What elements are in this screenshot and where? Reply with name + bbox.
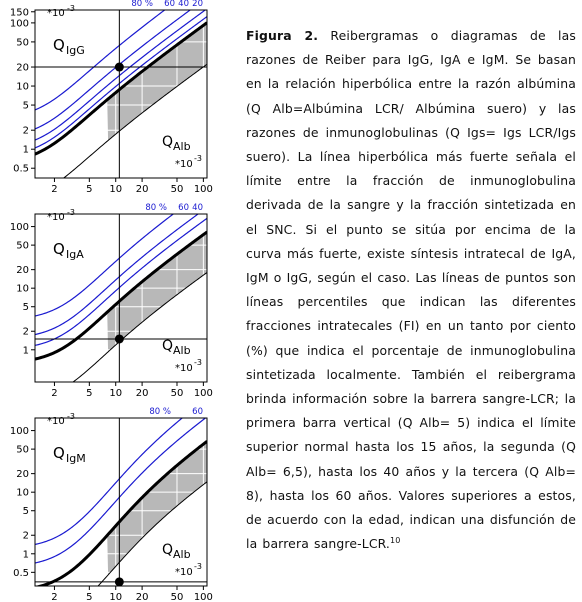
y-unit-exponent: -3 — [67, 412, 75, 421]
x-tick-label: 50 — [170, 184, 184, 195]
percentile-label: 20 — [192, 0, 203, 9]
chart-title-subscript: IgA — [66, 248, 84, 261]
percentile-label: 80 % — [145, 203, 167, 213]
y-tick-label: 2 — [22, 125, 29, 137]
y-unit-label: *10 — [47, 212, 65, 223]
x-tick-label: 10 — [109, 592, 123, 602]
y-tick-label: 100 — [9, 426, 29, 438]
chart-title-subscript: IgG — [66, 44, 85, 57]
percentile-label: 60 — [192, 407, 203, 417]
y-tick-label: 100 — [9, 18, 29, 30]
percentile-label: 80 % — [131, 0, 153, 9]
x-tick-label: 5 — [86, 184, 93, 195]
y-tick-label: 50 — [16, 37, 29, 49]
y-tick-label: 50 — [16, 444, 29, 456]
x-tick-label: 20 — [135, 388, 149, 399]
chart-title: Q — [53, 36, 65, 54]
x-tick-label: 5 — [86, 592, 93, 602]
x-tick-label: 5 — [86, 388, 93, 399]
y-tick-label: 2 — [22, 326, 29, 338]
figure-caption — [246, 24, 576, 556]
reibergram-figure — [0, 0, 240, 602]
patient-point — [115, 63, 124, 72]
x-tick-label: 10 — [109, 184, 123, 195]
y-tick-label: 10 — [16, 81, 29, 93]
x-unit-exponent: -3 — [194, 358, 202, 367]
x-unit-exponent: -3 — [194, 154, 202, 163]
y-tick-label: 150 — [9, 7, 29, 19]
y-tick-label: 10 — [16, 283, 29, 295]
x-unit-label: *10 — [175, 159, 193, 170]
patient-point — [115, 577, 124, 586]
percentile-label: 40 — [192, 203, 203, 213]
x-axis-label-subscript: Alb — [173, 140, 191, 153]
y-tick-label: 100 — [9, 222, 29, 234]
y-tick-label: 10 — [16, 487, 29, 499]
percentile-label: 40 — [178, 0, 189, 9]
x-axis-label: Q — [162, 542, 174, 558]
x-tick-label: 100 — [193, 592, 213, 602]
x-tick-label: 2 — [51, 388, 58, 399]
x-unit-label: *10 — [175, 567, 193, 578]
caption-label: Figura 2. — [246, 28, 319, 43]
x-unit-exponent: -3 — [194, 562, 202, 571]
caption-reference: 10 — [390, 536, 401, 546]
y-tick-label: 50 — [16, 240, 29, 252]
x-tick-label: 100 — [193, 388, 213, 399]
y-tick-label: 1 — [22, 549, 29, 561]
chart-title: Q — [53, 444, 65, 462]
reibergram-QIgG — [10, 0, 213, 196]
x-unit-label: *10 — [175, 363, 193, 374]
y-tick-label: 1 — [22, 345, 29, 357]
x-tick-label: 2 — [51, 184, 58, 195]
y-tick-label: 0.5 — [13, 163, 29, 175]
x-axis-label-subscript: Alb — [173, 548, 191, 561]
y-tick-label: 20 — [16, 265, 29, 277]
x-tick-label: 10 — [109, 388, 123, 399]
y-tick-label: 5 — [22, 506, 29, 518]
x-tick-label: 100 — [193, 184, 213, 195]
x-axis-label: Q — [162, 134, 174, 150]
x-tick-label: 50 — [170, 388, 184, 399]
y-unit-exponent: -3 — [67, 4, 75, 13]
chart-title: Q — [53, 240, 65, 258]
percentile-label: 80 % — [149, 407, 171, 417]
y-unit-label: *10 — [47, 416, 65, 427]
reibergram-QIgM — [10, 398, 213, 602]
x-axis-label-subscript: Alb — [173, 344, 191, 357]
caption-text: Reibergramas o diagramas de las razones de Reiber para IgG, IgA e IgM. Se basan en la relación hiperbólica entre la razón albúmina (Q Alb=Albúmina LCR/ Albúmina suero) y las razones de inmunoglobulinas (Q Igs= Igs LCR/Igs suero). La línea hiperbólica más fuerte señala el límite entre la fracción de inmunoglobulina derivada de la sangre y la fracción sintetizada en el SNC. Si el punto se sitúa por encima de la curva más fuerte, existe síntesis intratecal de IgA, IgM o IgG, según el caso. Las líneas de puntos son líneas percentiles que indican las diferentes fracciones intratecales (FI) en un tanto por ciento (%) que indica el porcentaje de inmunoglobulina sintetizada localmente. También el reibergrama brinda información sobre la barrera sangre-LCR; la primera barra vertical (Q Alb= 5) indica el límite superior normal hasta los 15 años, la segunda (Q Alb= 6,5), hasta los 40 años y la tercera (Q Alb= 8), hasta los 60 años. Valores superiores a estos, de acuerdo con la edad, indican una disfunción de la barrera sangre-LCR. — [246, 28, 576, 552]
x-tick-label: 2 — [51, 592, 58, 602]
discrimination-line — [35, 441, 207, 587]
y-tick-label: 0.5 — [13, 567, 29, 579]
x-tick-label: 20 — [135, 592, 149, 602]
y-tick-label: 20 — [16, 62, 29, 74]
y-unit-exponent: -3 — [67, 208, 75, 217]
reibergram-QIgA — [10, 189, 213, 400]
percentile-label: 60 — [178, 203, 189, 213]
y-tick-label: 5 — [22, 100, 29, 112]
normal-range-area — [107, 441, 207, 586]
percentile-label: 60 — [164, 0, 175, 9]
x-tick-label: 20 — [135, 184, 149, 195]
y-tick-label: 2 — [22, 530, 29, 542]
y-unit-label: *10 — [47, 8, 65, 19]
x-tick-label: 50 — [170, 592, 184, 602]
chart-title-subscript: IgM — [66, 452, 86, 465]
patient-point — [115, 334, 124, 343]
y-tick-label: 20 — [16, 469, 29, 481]
x-axis-label: Q — [162, 338, 174, 354]
y-tick-label: 5 — [22, 302, 29, 314]
y-tick-label: 1 — [22, 144, 29, 156]
